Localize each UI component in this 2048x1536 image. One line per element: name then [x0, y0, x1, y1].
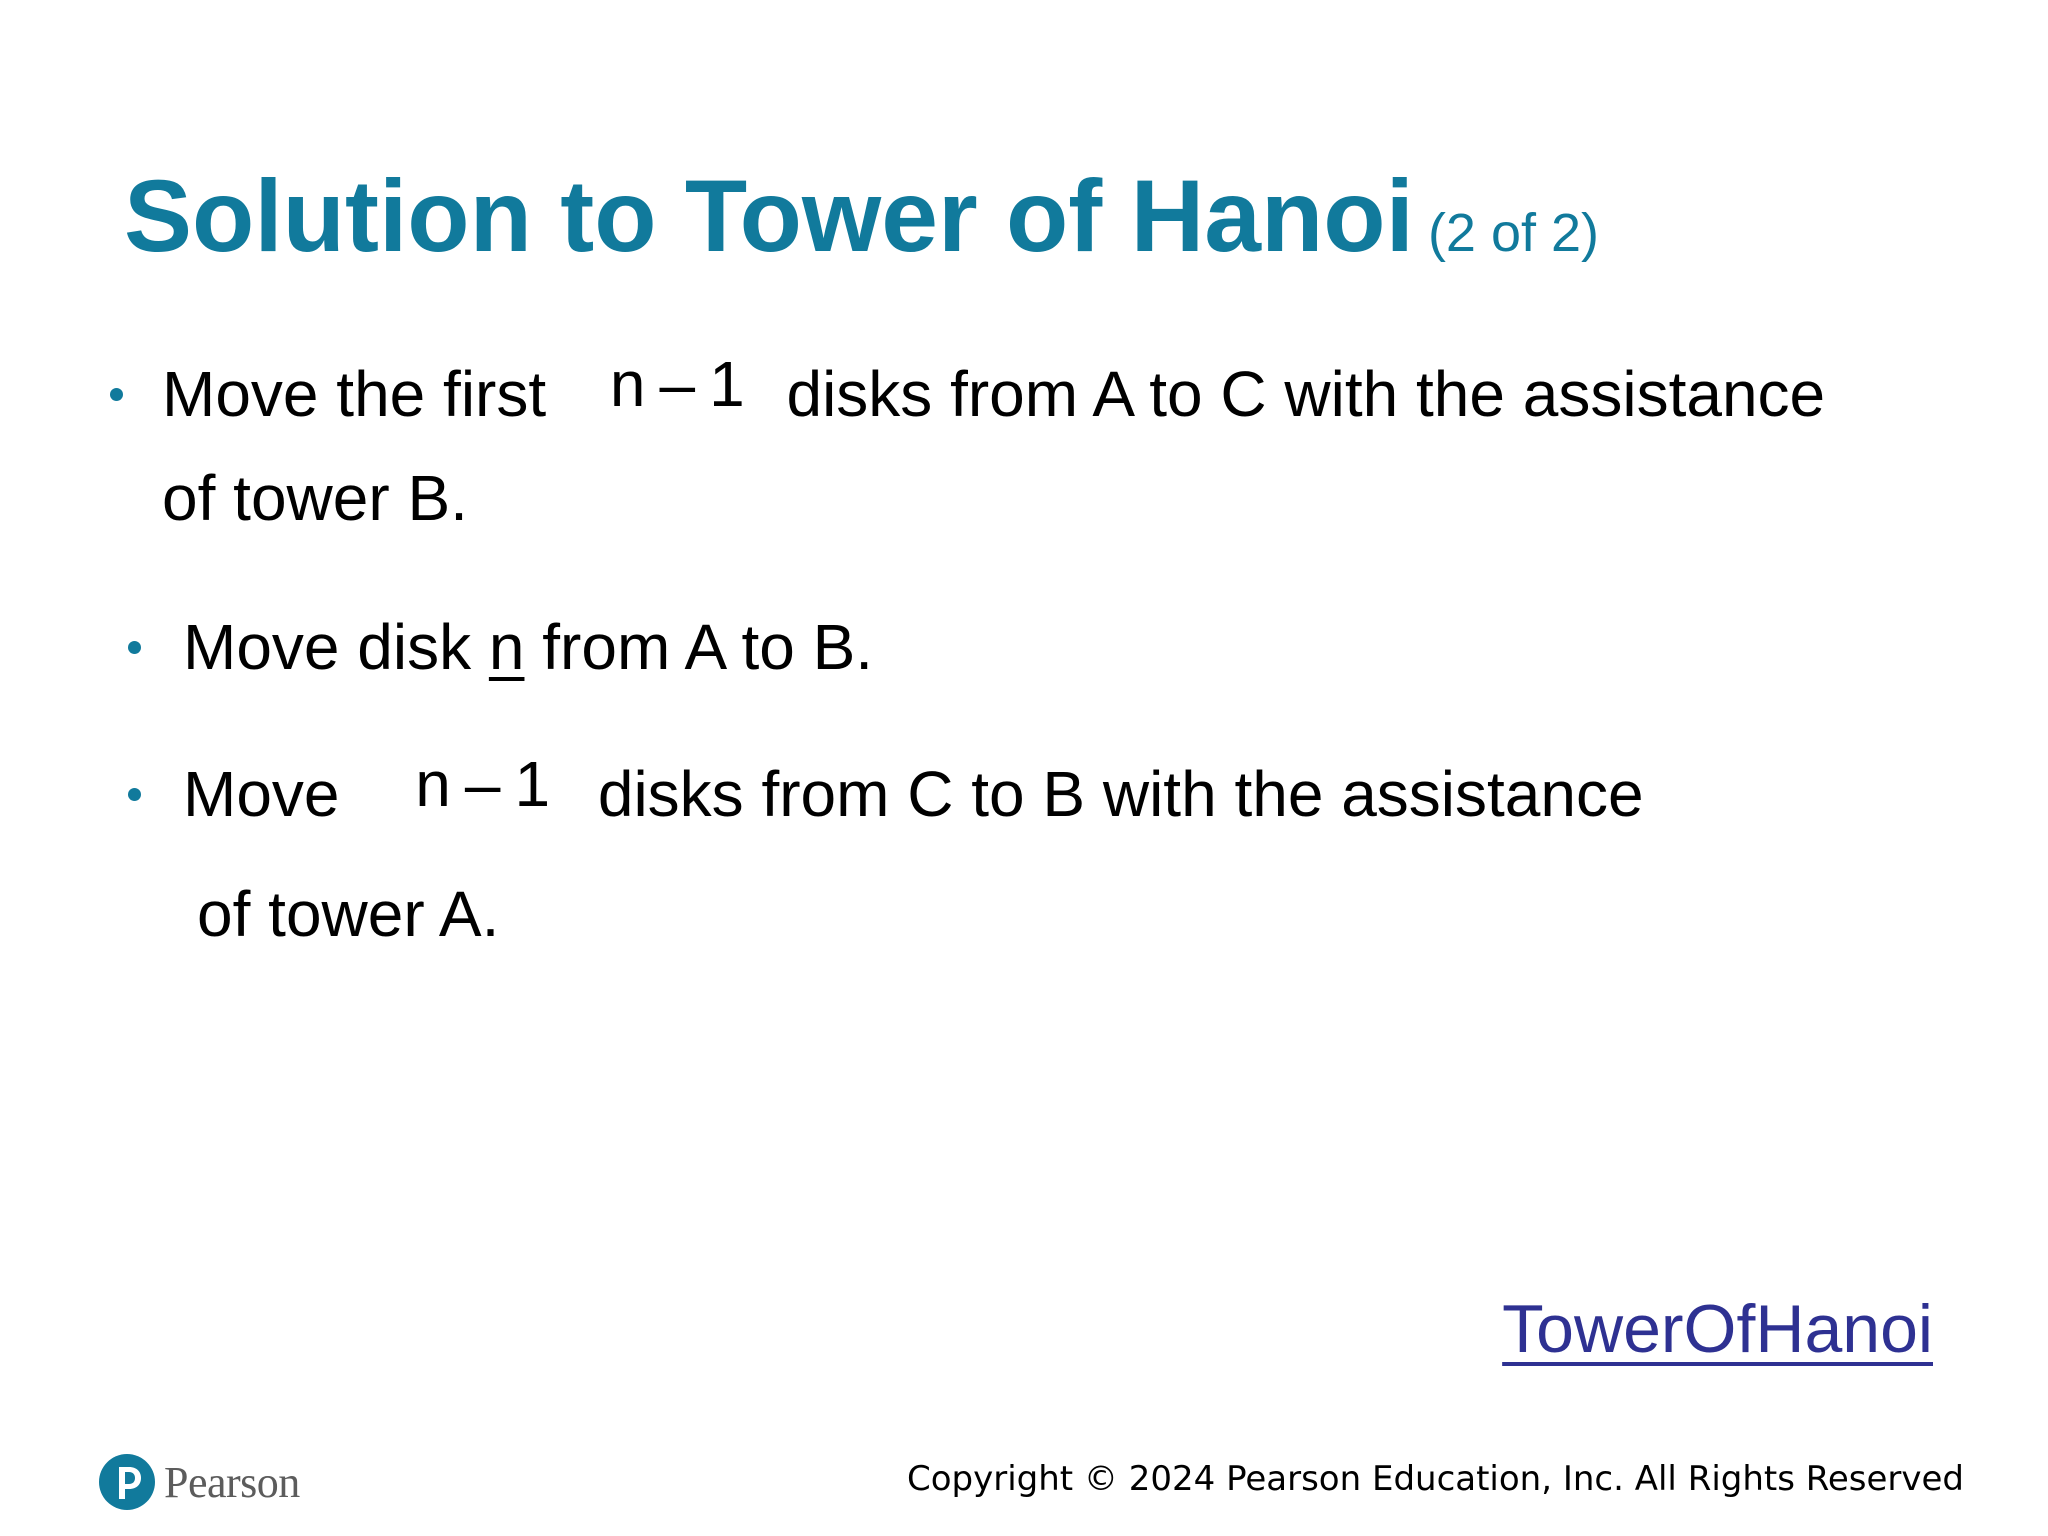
- bullet-2-prefix: Move disk: [183, 611, 472, 683]
- bullet-1-suffix: disks from A to C with the assistance: [786, 358, 1826, 430]
- pearson-logo: [98, 1453, 300, 1511]
- tower-of-hanoi-link[interactable]: TowerOfHanoi: [1502, 1291, 1933, 1367]
- bullet-1-prefix: Move the first: [162, 358, 547, 430]
- bullet-3-math: [415, 748, 551, 820]
- pearson-logo-icon: [98, 1453, 156, 1511]
- bullet-3-line-1: [183, 748, 1644, 830]
- slide-title-text: Solution to Tower of Hanoi: [124, 159, 1414, 273]
- bullet-dot-2: [128, 641, 141, 654]
- bullet-3-suffix: disks from C to B with the assistance: [597, 758, 1644, 830]
- bullet-1-math-one: 1: [709, 348, 745, 420]
- bullet-3-math-one: 1: [514, 748, 551, 820]
- bullet-1-math-minus: –: [659, 348, 696, 420]
- bullet-1-line-1: [162, 348, 1826, 430]
- bullet-2-underlined-n: n: [488, 611, 525, 683]
- bullet-3-prefix: Move: [183, 758, 340, 830]
- slide-title-suffix: (2 of 2): [1427, 203, 1600, 263]
- bullet-dot-1: [110, 388, 123, 401]
- bullet-1-math-n: n: [609, 348, 646, 420]
- bullet-1-line-2: of tower B.: [162, 462, 468, 534]
- copyright-text: Copyright © 2024 Pearson Education, Inc. All Rights Reserved: [906, 1459, 1964, 1499]
- slide-title: [124, 160, 1599, 272]
- bullet-1-math: [609, 348, 745, 420]
- bullet-3-math-minus: –: [464, 748, 501, 820]
- bullet-2-suffix: from A to B.: [542, 611, 874, 683]
- bullet-dot-3: [128, 788, 141, 801]
- pearson-logo-text: Pearson: [164, 1457, 300, 1507]
- bullet-3-line-2: of tower A.: [197, 878, 500, 950]
- bullet-2-line-1: [183, 611, 874, 683]
- bullet-3-math-n: n: [415, 748, 451, 820]
